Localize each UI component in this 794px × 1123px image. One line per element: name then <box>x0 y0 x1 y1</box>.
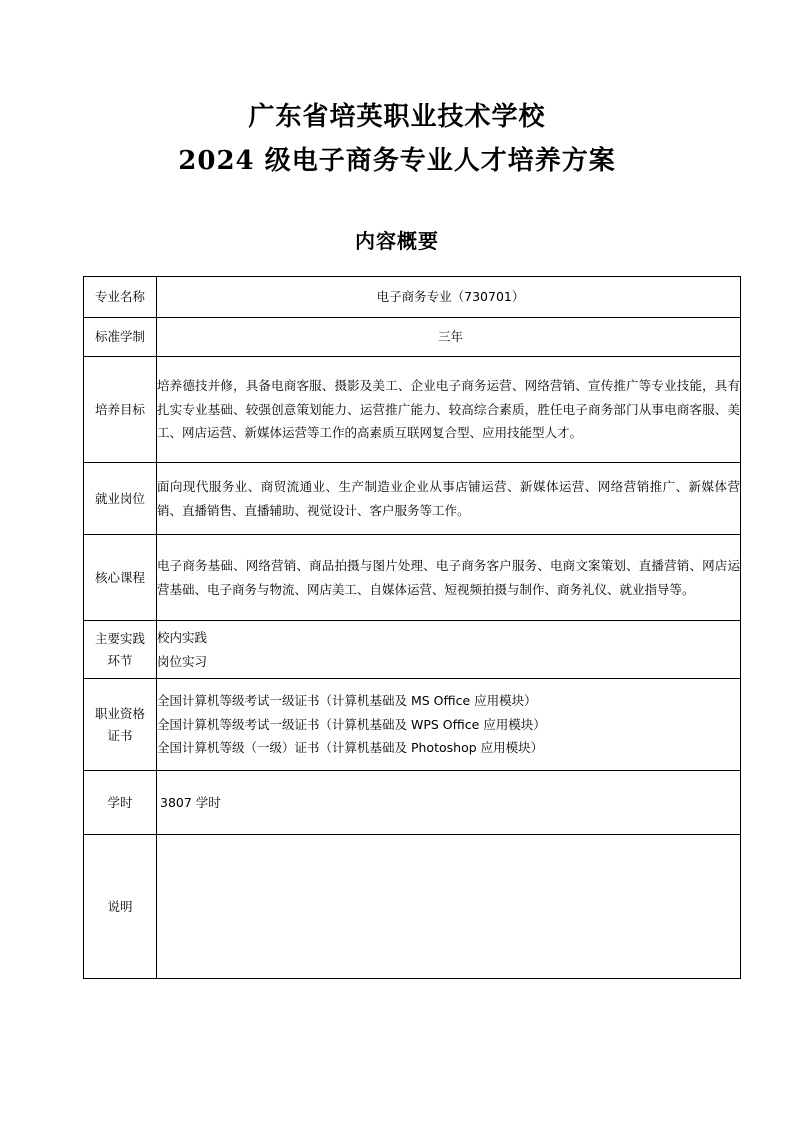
label-certificates <box>84 679 157 771</box>
label-certificates-line1: 职业资格 <box>94 705 145 721</box>
row-major <box>84 277 741 318</box>
label-jobs: 就业岗位 <box>84 463 157 535</box>
value-duration: 三年 <box>157 318 741 357</box>
row-duration <box>84 318 741 357</box>
row-courses <box>84 535 741 621</box>
value-hours: 3807 学时 <box>157 771 741 835</box>
value-goal: 培养德技并修，具备电商客服、摄影及美工、企业电子商务运营、网络营销、宣传推广等专业技能，具有扎实专业基础、较强创意策划能力、运营推广能力、较高综合素质，胜任电子商务部门从事电商客服、美工、网店运营、新媒体运营等工作的高素质互联网复合型、应用技能型人才。 <box>157 357 741 463</box>
label-hours: 学时 <box>84 771 157 835</box>
label-notes: 说明 <box>84 835 157 979</box>
certificate-item: 全国计算机等级考试一级证书（计算机基础及 WPS Office 应用模块） <box>157 716 546 732</box>
label-practice-line2: 环节 <box>107 652 133 668</box>
summary-table <box>83 276 741 979</box>
plan-title: 2024 级电子商务专业人才培养方案 <box>178 146 616 176</box>
practice-item: 岗位实习 <box>157 653 208 669</box>
row-notes <box>84 835 741 979</box>
row-goal <box>84 357 741 463</box>
label-certificates-line2: 证书 <box>107 727 133 743</box>
certificate-item: 全国计算机等级考试一级证书（计算机基础及 MS Office 应用模块） <box>157 693 537 709</box>
value-notes <box>157 835 741 979</box>
row-jobs <box>84 463 741 535</box>
label-duration: 标准学制 <box>84 318 157 357</box>
school-title: 广东省培英职业技术学校 <box>248 102 546 132</box>
label-practice <box>84 621 157 679</box>
row-certificates <box>84 679 741 771</box>
label-practice-line1: 主要实践 <box>94 630 145 646</box>
row-practice <box>84 621 741 679</box>
practice-item: 校内实践 <box>157 630 208 645</box>
row-hours <box>84 771 741 835</box>
value-jobs: 面向现代服务业、商贸流通业、生产制造业企业从事店铺运营、新媒体运营、网络营销推广、新媒体营销、直播销售、直播辅助、视觉设计、客户服务等工作。 <box>157 463 741 535</box>
label-major: 专业名称 <box>84 277 157 318</box>
value-certificates <box>157 679 741 771</box>
value-practice <box>157 621 741 679</box>
value-major: 电子商务专业（730701） <box>157 277 741 318</box>
label-courses: 核心课程 <box>84 535 157 621</box>
value-courses: 电子商务基础、网络营销、商品拍摄与图片处理、电子商务客户服务、电商文案策划、直播营销、网店运营基础、电子商务与物流、网店美工、自媒体运营、短视频拍摄与制作、商务礼仪、就业指导等。 <box>157 535 741 621</box>
label-goal: 培养目标 <box>84 357 157 463</box>
summary-heading: 内容概要 <box>355 229 439 253</box>
certificate-item: 全国计算机等级（一级）证书（计算机基础及 Photoshop 应用模块） <box>157 740 544 756</box>
